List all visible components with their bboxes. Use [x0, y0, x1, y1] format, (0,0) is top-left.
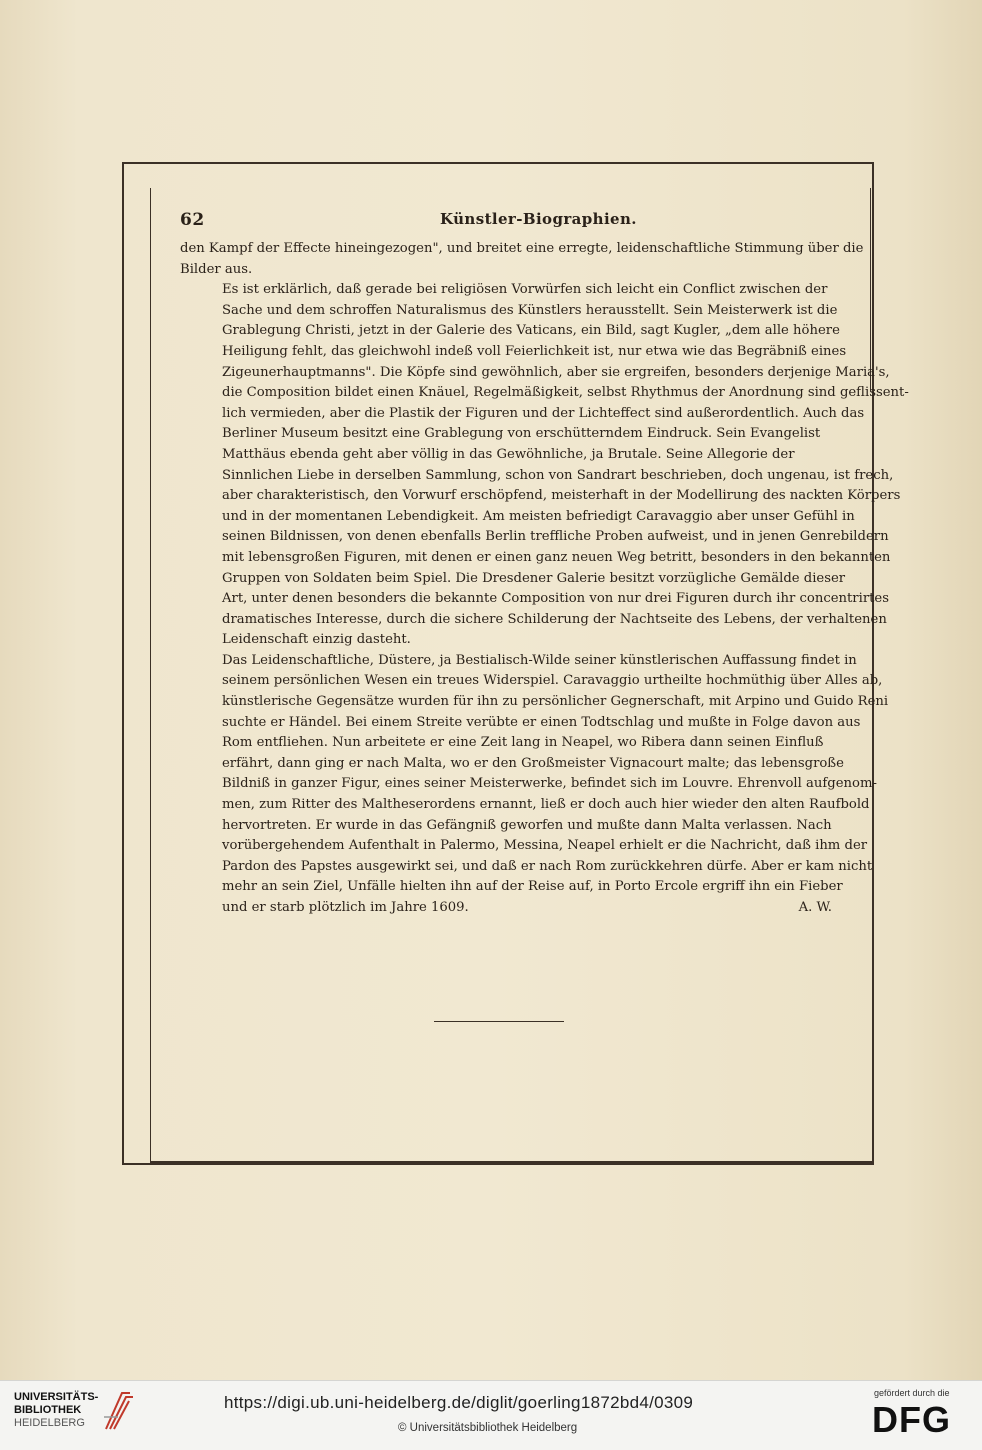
author-signature: A. W.	[798, 900, 832, 915]
viewer-footer	[0, 1380, 982, 1450]
page-number: 62	[180, 210, 205, 230]
text-line: Bildniß in ganzer Figur, eines seiner Meisterwerke, befindet sich im Louvre. Ehrenvoll aufgenom-	[222, 776, 877, 792]
text-line: suchte er Händel. Bei einem Streite verübte er einen Todtschlag und mußte in Folge davon aus	[222, 714, 861, 730]
copyright-notice: © Universitätsbibliothek Heidelberg	[398, 1422, 578, 1434]
text-line: Grablegung Christi, jetzt in der Galerie des Vaticans, ein Bild, sagt Kugler, „dem alle höhere	[222, 323, 840, 339]
text-line: vorübergehendem Aufenthalt in Palermo, Messina, Neapel erhielt er die Nachricht, daß ihm der	[222, 838, 868, 854]
text-line: lich vermieden, aber die Plastik der Figuren und der Lichteffect sind außerordentlich. Auch das	[222, 405, 865, 421]
text-line: Berliner Museum besitzt eine Grablegung von erschütterndem Eindruck. Sein Evangelist	[222, 426, 821, 442]
text-line: seinem persönlichen Wesen ein treues Widerspiel. Caravaggio urtheilte hochmüthig über Alles ab,	[222, 673, 883, 689]
text-line: seinen Bildnissen, von denen ebenfalls Berlin treffliche Proben aufweist, und in jenen Genrebildern	[222, 529, 889, 545]
library-city: HEIDELBERG	[14, 1417, 85, 1429]
text-line: Matthäus ebenda geht aber völlig in das Gewöhnliche, ja Brutale. Seine Allegorie der	[222, 446, 795, 462]
library-logo[interactable]	[14, 1391, 98, 1430]
dfg-logo[interactable]: DFG	[872, 1399, 951, 1440]
inner-frame-right-rule	[870, 188, 871, 390]
library-name-line: BIBLIOTHEK	[14, 1404, 82, 1416]
end-rule	[434, 1021, 564, 1022]
text-line: men, zum Ritter des Maltheserordens ernannt, ließ er doch auch hier wieder den alten Raufbold	[222, 797, 870, 813]
library-emblem-icon	[100, 1387, 136, 1433]
paragraph-1	[180, 239, 864, 280]
text-line: Bilder aus.	[180, 261, 253, 277]
text-line: erfährt, dann ging er nach Malta, wo er den Großmeister Vignacourt malte; das lebensgroße	[222, 755, 844, 771]
text-line: Das Leidenschaftliche, Düstere, ja Bestialisch-Wilde seiner künstlerischen Auffassung findet in	[222, 652, 857, 668]
text-line: Sinnlichen Liebe in derselben Sammlung, schon von Sandrart beschrieben, doch ungenau, ist frech,	[222, 467, 894, 483]
funding-label: gefördert durch die	[874, 1388, 950, 1398]
text-line: Pardon des Papstes ausgewirkt sei, und daß er nach Rom zurückkehren dürfe. Aber er kam nicht	[222, 858, 873, 874]
text-line: Es ist erklärlich, daß gerade bei religiösen Vorwürfen sich leicht ein Conflict zwischen der	[222, 282, 828, 298]
permalink-url[interactable]: https://digi.ub.uni-heidelberg.de/diglit/goerling1872bd4/0309	[224, 1393, 694, 1412]
text-line: die Composition bildet einen Knäuel, Regelmäßigkeit, selbst Rhythmus der Anordnung sind geflissent-	[222, 385, 909, 401]
text-line: Art, unter denen besonders die bekannte Composition von nur drei Figuren durch ihr concentrirtes	[222, 591, 889, 607]
running-head: Künstler-Biographien.	[440, 210, 637, 228]
text-line: Sache und dem schroffen Naturalismus des Künstlers herausstellt. Sein Meisterwerk ist die	[222, 302, 838, 318]
text-line: dramatisches Interesse, durch die sichere Schilderung der Nachtseite des Lebens, der verhaltenen	[222, 611, 887, 627]
text-line: hervortreten. Er wurde in das Gefängniß geworfen und mußte dann Malta verlassen. Nach	[222, 817, 832, 833]
text-line: mehr an sein Ziel, Unfälle hielten ihn auf der Reise auf, in Porto Ercole ergriff ihn ein Fieber	[222, 879, 843, 895]
library-name-line: UNIVERSITÄTS-	[14, 1391, 99, 1403]
text-line: Heiligung fehlt, das gleichwohl indeß voll Feierlichkeit ist, nur etwa wie das Begräbniß eines	[222, 343, 847, 359]
text-line: aber charakteristisch, den Vorwurf erschöpfend, meisterhaft in der Modellirung des nackten Körpers	[222, 488, 901, 504]
text-line: mit lebensgroßen Figuren, mit denen er einen ganz neuen Weg betritt, besonders in den bekannten	[222, 549, 891, 565]
text-line: Rom entfliehen. Nun arbeitete er eine Zeit lang in Neapel, wo Ribera dann seinen Einfluß	[222, 735, 824, 751]
text-line: den Kampf der Effecte hineingezogen", und breitet eine erregte, leidenschaftliche Stimmung über die	[180, 241, 864, 256]
text-line: künstlerische Gegensätze wurden für ihn zu persönlicher Gegnerschaft, mit Arpino und Guido Reni	[222, 694, 889, 710]
text-line: Leidenschaft einzig dasteht.	[222, 632, 411, 648]
text-line: und er starb plötzlich im Jahre 1609.	[222, 900, 469, 915]
body-text	[180, 239, 909, 919]
text-line: Gruppen von Soldaten beim Spiel. Die Dresdener Galerie besitzt vorzügliche Gemälde dieser	[222, 570, 846, 586]
paragraph-3	[180, 651, 889, 919]
text-line: Zigeunerhauptmanns". Die Köpfe sind gewöhnlich, aber sie ergreifen, besonders derjenige Maria's,	[222, 364, 890, 380]
closing-line	[180, 898, 850, 919]
text-line: und in der momentanen Lebendigkeit. Am meisten befriedigt Caravaggio aber unser Gefühl in	[222, 508, 855, 524]
paragraph-2	[180, 280, 909, 651]
